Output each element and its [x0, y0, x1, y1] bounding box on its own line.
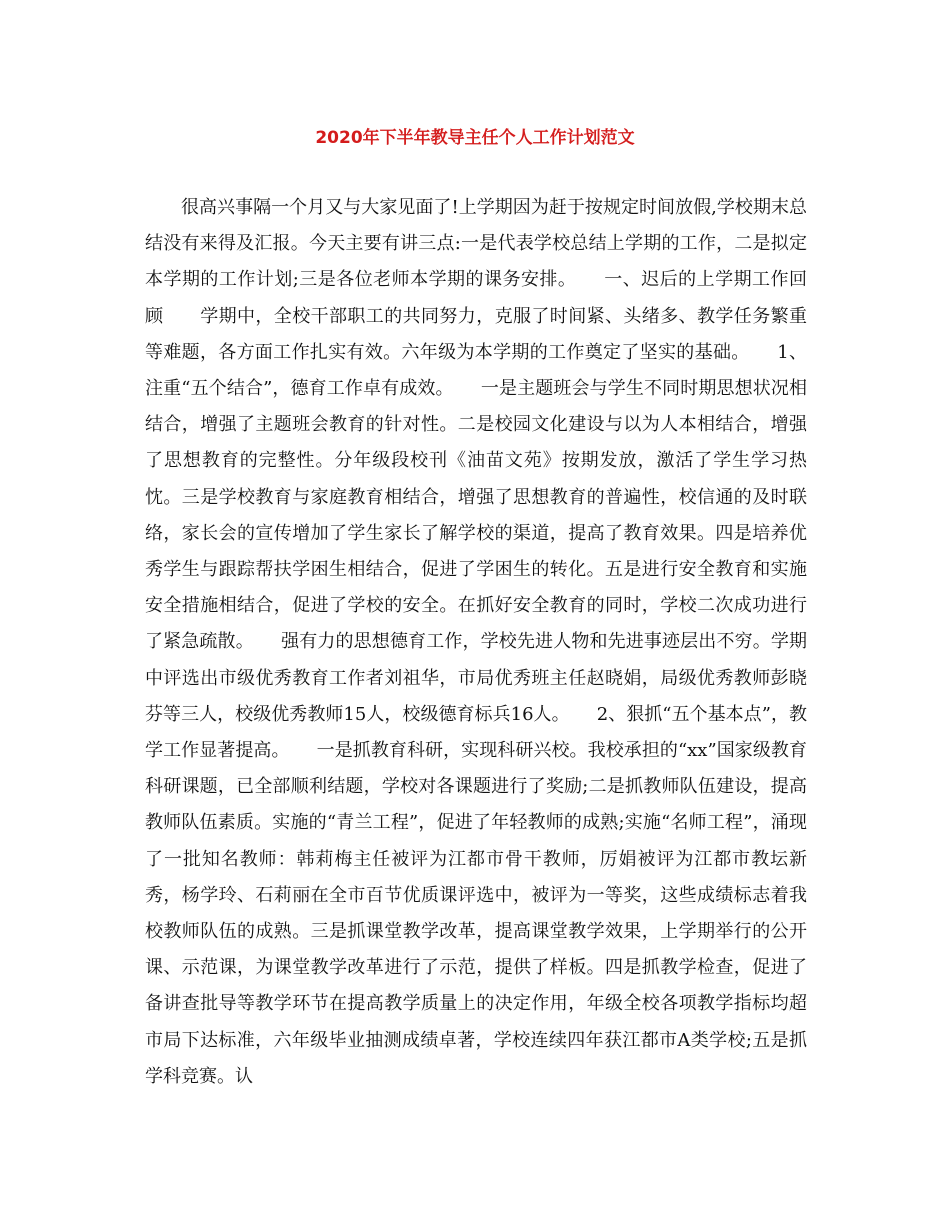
document-body-paragraph: 很高兴事隔一个月又与大家见面了!上学期因为赶于按规定时间放假,学校期末总结没有来得及汇报。今天主要有讲三点:一是代表学校总结上学期的工作，二是拟定本学期的工作计划;三是各位老师本学期的课务安排。 一、迟后的上学期工作回顾 学期中，全校干部职工的共同努力，克服了时间紧、头绪多、教学任务繁重等难题，各方面工作扎实有效。六年级为本学期的工作奠定了坚实的基础。 1、注重“五个结合”，德育工作卓有成效。 一是主题班会与学生不同时期思想状况相结合，增强了主题班会教育的针对性。二是校园文化建设与以为人本相结合，增强了思想教育的完整性。分年级段校刊《油苗文苑》按期发放，激活了学生学习热忱。三是学校教育与家庭教育相结合，增强了思想教育的普遍性，校信通的及时联络，家长会的宣传增加了学生家长了解学校的渠道，提高了教育效果。四是培养优秀学生与跟踪帮扶学困生相结合，促进了学困生的转化。五是进行安全教育和实施安全措施相结合，促进了学校的安全。在抓好安全教育的同时，学校二次成功进行了紧急疏散。 强有力的思想德育工作，学校先进人物和先进事迹层出不穷。学期中评选出市级优秀教育工作者刘祖华，市局优秀班主任赵晓娟，局级优秀教师彭晓芬等三人，校级优秀教师15人，校级德育标兵16人。 2、狠抓“五个基本点”，教学工作显著提高。 一是抓教育科研，实现科研兴校。我校承担的“xx”国家级教育科研课题，已全部顺利结题，学校对各课题进行了奖励;二是抓教师队伍建设，提高教师队伍素质。实施的“青兰工程”，促进了年轻教师的成熟;实施“名师工程”，涌现了一批知名教师：韩莉梅主任被评为江都市骨干教师，厉娟被评为江都市教坛新秀，杨学玲、石莉丽在全市百节优质课评选中，被评为一等奖，这些成绩标志着我校教师队伍的成熟。三是抓课堂教学改革，提高课堂教学效果，上学期举行的公开课、示范课，为课堂教学改革进行了示范，提供了样板。四是抓教学检查，促进了备讲查批导等教学环节在提高教学质量上的决定作用，年级全校各项教学指标均超市局下达标准，六年级毕业抽测成绩卓著，学校连续四年获江都市A类学校;五是抓学科竞赛。认	[145, 197, 807, 1087]
document-title: 2020年下半年教导主任个人工作计划范文	[315, 128, 635, 148]
